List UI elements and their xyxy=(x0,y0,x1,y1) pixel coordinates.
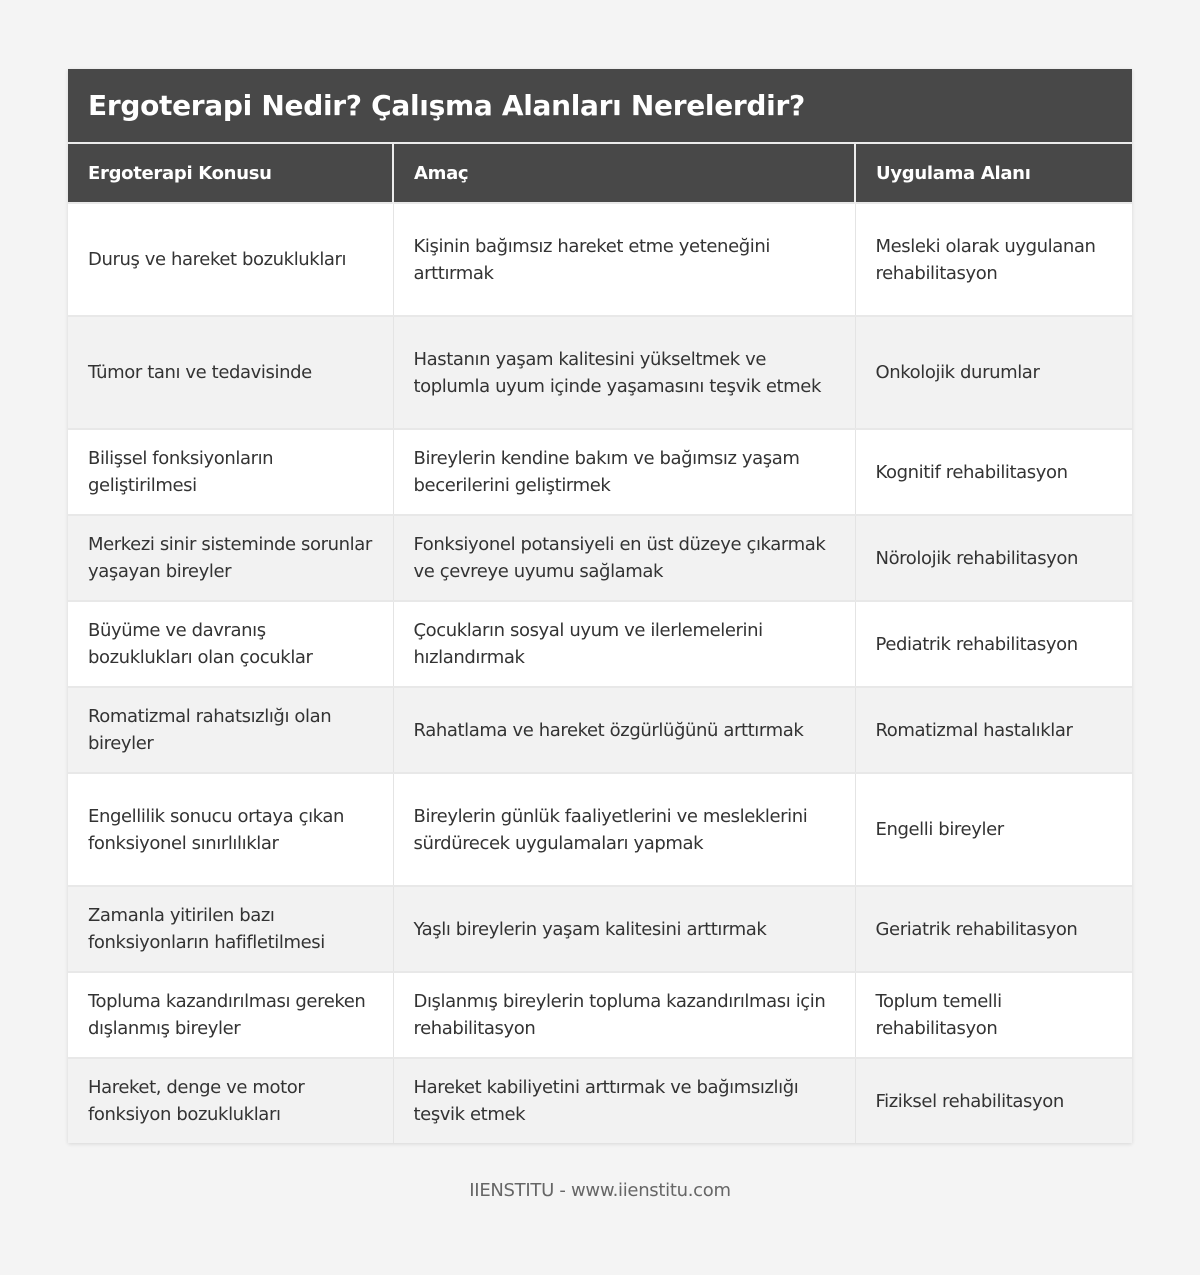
cell-application-area: Nörolojik rehabilitasyon xyxy=(855,515,1132,601)
cell-topic: Tümor tanı ve tedavisinde xyxy=(68,316,393,429)
table-row xyxy=(68,601,1132,687)
cell-application-area: Pediatrik rehabilitasyon xyxy=(855,601,1132,687)
cell-purpose: Rahatlama ve hareket özgürlüğünü arttırmak xyxy=(393,687,855,773)
cell-application-area: Onkolojik durumlar xyxy=(855,316,1132,429)
table-row xyxy=(68,316,1132,429)
cell-topic: Hareket, denge ve motor fonksiyon bozuklukları xyxy=(68,1058,393,1143)
table-row xyxy=(68,773,1132,886)
cell-purpose: Hareket kabiliyetini arttırmak ve bağımsızlığı teşvik etmek xyxy=(393,1058,855,1143)
cell-topic: Topluma kazandırılması gereken dışlanmış bireyler xyxy=(68,972,393,1058)
page-title: Ergoterapi Nedir? Çalışma Alanları Nerelerdir? xyxy=(88,89,805,122)
cell-application-area: Kognitif rehabilitasyon xyxy=(855,429,1132,515)
footer-credit: IIENSTITU - www.iienstitu.com xyxy=(469,1180,731,1201)
column-header-topic: Ergoterapi Konusu xyxy=(68,144,393,203)
cell-purpose: Bireylerin günlük faaliyetlerini ve mesleklerini sürdürecek uygulamaları yapmak xyxy=(393,773,855,886)
data-table xyxy=(68,144,1132,1143)
cell-topic: Duruş ve hareket bozuklukları xyxy=(68,203,393,316)
cell-application-area: Romatizmal hastalıklar xyxy=(855,687,1132,773)
cell-purpose: Çocukların sosyal uyum ve ilerlemelerini hızlandırmak xyxy=(393,601,855,687)
cell-topic: Engellilik sonucu ortaya çıkan fonksiyonel sınırlılıklar xyxy=(68,773,393,886)
cell-topic: Büyüme ve davranış bozuklukları olan çocuklar xyxy=(68,601,393,687)
table-row xyxy=(68,972,1132,1058)
header-row xyxy=(68,144,1132,203)
table-row xyxy=(68,687,1132,773)
cell-application-area: Engelli bireyler xyxy=(855,773,1132,886)
cell-purpose: Yaşlı bireylerin yaşam kalitesini arttırmak xyxy=(393,886,855,972)
cell-application-area: Mesleki olarak uygulanan rehabilitasyon xyxy=(855,203,1132,316)
cell-purpose: Bireylerin kendine bakım ve bağımsız yaşam becerilerini geliştirmek xyxy=(393,429,855,515)
cell-topic: Romatizmal rahatsızlığı olan bireyler xyxy=(68,687,393,773)
cell-purpose: Fonksiyonel potansiyeli en üst düzeye çıkarmak ve çevreye uyumu sağlamak xyxy=(393,515,855,601)
table-row xyxy=(68,515,1132,601)
table-card xyxy=(68,69,1132,1143)
cell-application-area: Fiziksel rehabilitasyon xyxy=(855,1058,1132,1143)
cell-topic: Zamanla yitirilen bazı fonksiyonların hafifletilmesi xyxy=(68,886,393,972)
table-row xyxy=(68,429,1132,515)
column-header-purpose: Amaç xyxy=(393,144,855,203)
title-bar xyxy=(68,69,1132,144)
cell-topic: Bilişsel fonksiyonların geliştirilmesi xyxy=(68,429,393,515)
table-row xyxy=(68,1058,1132,1143)
cell-application-area: Toplum temelli rehabilitasyon xyxy=(855,972,1132,1058)
cell-application-area: Geriatrik rehabilitasyon xyxy=(855,886,1132,972)
table-row xyxy=(68,886,1132,972)
cell-purpose: Dışlanmış bireylerin topluma kazandırılması için rehabilitasyon xyxy=(393,972,855,1058)
cell-topic: Merkezi sinir sisteminde sorunlar yaşayan bireyler xyxy=(68,515,393,601)
column-header-application-area: Uygulama Alanı xyxy=(855,144,1132,203)
table-row xyxy=(68,203,1132,316)
cell-purpose: Kişinin bağımsız hareket etme yeteneğini arttırmak xyxy=(393,203,855,316)
cell-purpose: Hastanın yaşam kalitesini yükseltmek ve toplumla uyum içinde yaşamasını teşvik etmek xyxy=(393,316,855,429)
